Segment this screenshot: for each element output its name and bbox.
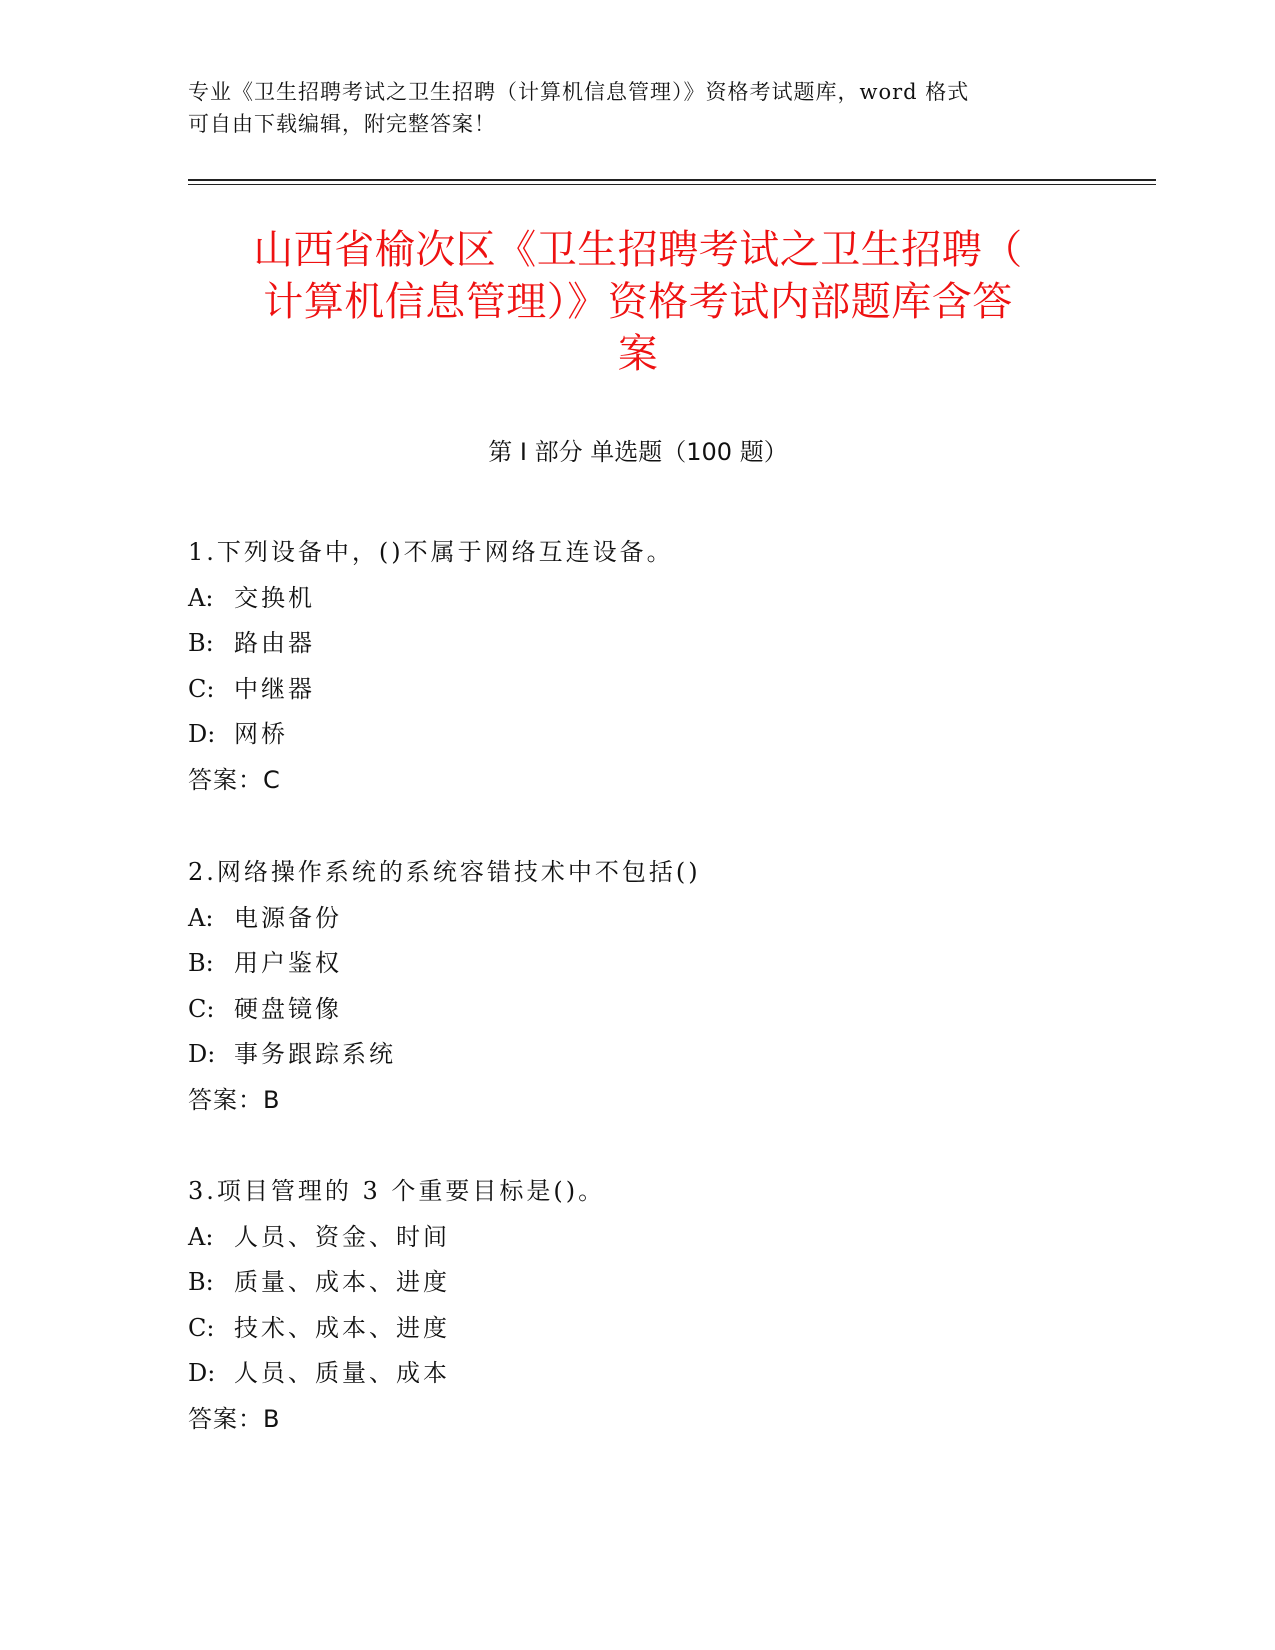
option-tag: D: [188, 1359, 216, 1387]
title-line-3: 案 [617, 331, 659, 377]
option-b [188, 621, 1088, 667]
option-tag: C: [188, 1313, 215, 1342]
option-tag: B: [188, 1268, 214, 1296]
document-header-note [188, 76, 1068, 140]
question-stem: 2.网络操作系统的系统容错技术中不包括() [188, 858, 701, 886]
option-tag: A: [188, 583, 214, 612]
option-a [188, 1215, 1088, 1261]
option-d [188, 712, 1088, 758]
option-tag: B: [188, 949, 214, 977]
option-text: 人员、质量、成本 [234, 1359, 450, 1387]
header-divider-thick [188, 179, 1156, 181]
header-line-1: 专业《卫生招聘考试之卫生招聘（计算机信息管理）》资格考试题库，word 格式 [188, 80, 970, 104]
option-text: 网桥 [234, 720, 288, 748]
option-tag: D: [188, 1040, 216, 1068]
option-text: 电源备份 [234, 903, 342, 932]
option-d [188, 1351, 1088, 1397]
option-text: 路由器 [234, 629, 315, 657]
option-c [188, 1306, 1088, 1352]
header-divider-thin [188, 184, 1156, 185]
option-text: 事务跟踪系统 [234, 1040, 396, 1068]
option-tag: B: [188, 629, 214, 657]
question-item [188, 850, 1088, 1123]
option-b [188, 1260, 1088, 1306]
option-a [188, 896, 1088, 942]
option-tag: A: [188, 903, 214, 932]
answer-line: 答案：C [188, 765, 281, 794]
option-text: 用户鉴权 [234, 949, 342, 977]
document-title [188, 224, 1088, 380]
option-tag: A: [188, 1222, 214, 1251]
option-text: 技术、成本、进度 [234, 1313, 450, 1342]
question-item [188, 1169, 1088, 1442]
question-item [188, 530, 1088, 803]
option-text: 交换机 [234, 583, 315, 612]
option-text: 硬盘镜像 [234, 994, 342, 1023]
option-tag: C: [188, 674, 215, 703]
title-line-2: 计算机信息管理）》资格考试内部题库含答 [263, 279, 1013, 325]
option-tag: C: [188, 994, 215, 1023]
answer-line: 答案：B [188, 1085, 281, 1114]
header-line-2: 可自由下载编辑，附完整答案！ [188, 112, 496, 136]
option-text: 质量、成本、进度 [234, 1268, 450, 1296]
question-stem: 1.下列设备中，()不属于网络互连设备。 [188, 538, 674, 566]
option-b [188, 941, 1088, 987]
option-a [188, 576, 1088, 622]
question-stem: 3.项目管理的 3 个重要目标是()。 [188, 1177, 606, 1205]
option-text: 人员、资金、时间 [234, 1222, 450, 1251]
option-tag: D: [188, 720, 216, 748]
option-d [188, 1032, 1088, 1078]
option-text: 中继器 [234, 674, 315, 703]
option-c [188, 667, 1088, 713]
title-line-1: 山西省榆次区《卫生招聘考试之卫生招聘（ [253, 227, 1023, 273]
answer-line: 答案：B [188, 1404, 281, 1433]
option-c [188, 987, 1088, 1033]
section-heading: 第 I 部分 单选题（100 题） [488, 438, 788, 466]
